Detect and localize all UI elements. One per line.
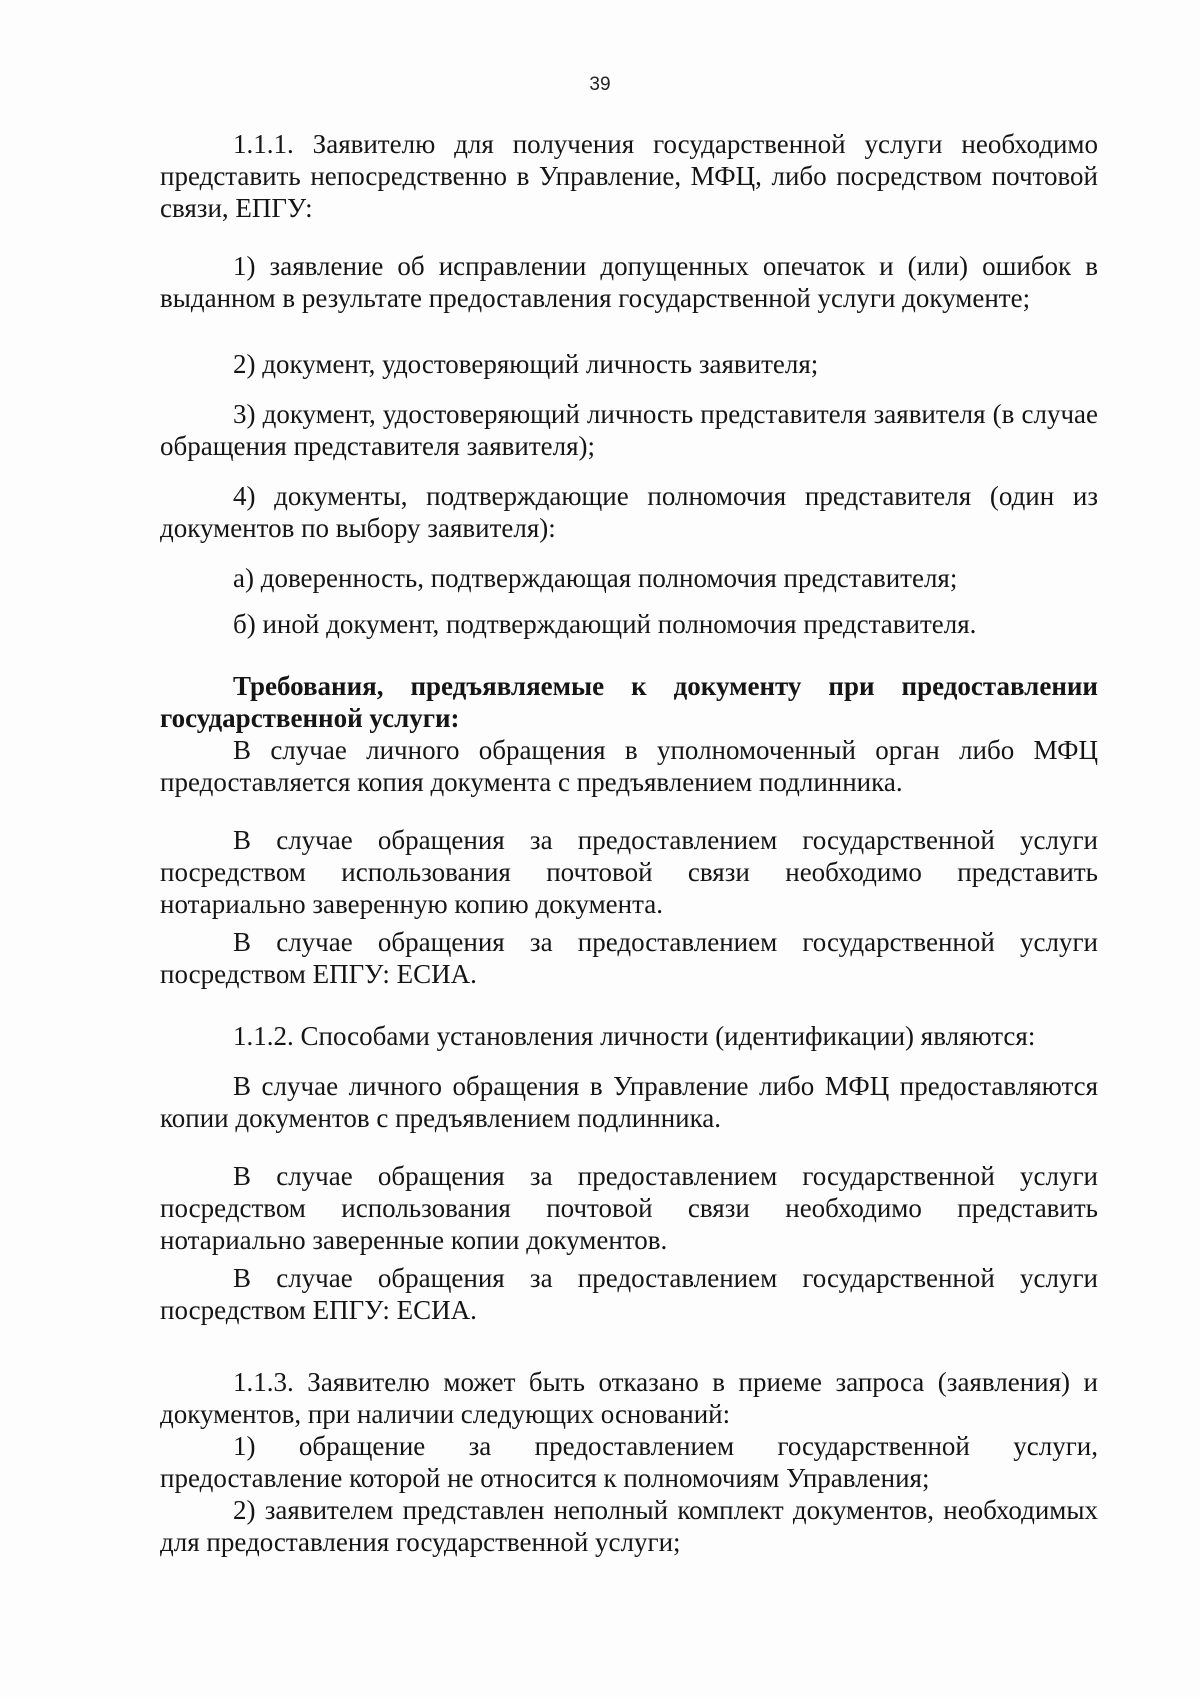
list-item-b: б) иной документ, подтверждающий полномочия представителя. (233, 609, 977, 639)
list-item-3: 3) документ, удостоверяющий личность представителя заявителя (в случае обращения представителя заявителя); (160, 399, 1098, 461)
paragraph-1-1-2: 1.1.2. Способами установления личности (идентификации) являются: (233, 1021, 1036, 1051)
paragraph-epgu-ident: В случае обращения за предоставлением государственной услуги посредством ЕПГУ: ЕСИА. (160, 1263, 1098, 1325)
refusal-item-1: 1) обращение за предоставлением государственной услуги, предоставление которой не относится к полномочиям Управления; (160, 1431, 1098, 1493)
refusal-item-2: 2) заявителем представлен неполный комплект документов, необходимых для предоставления государственной услуги; (160, 1495, 1098, 1557)
paragraph-postal-ident: В случае обращения за предоставлением государственной услуги посредством использования почтовой связи необходимо представить нотариально заверенные копии документов. (160, 1161, 1098, 1255)
list-item-2: 2) документ, удостоверяющий личность заявителя; (233, 349, 819, 379)
list-item-a: а) доверенность, подтверждающая полномочия представителя; (233, 563, 958, 593)
paragraph-postal-copy: В случае обращения за предоставлением государственной услуги посредством использования почтовой связи необходимо представить нотариально заверенную копию документа. (160, 825, 1098, 919)
paragraph-personal-ident: В случае личного обращения в Управление либо МФЦ предоставляются копии документов с предъявлением подлинника. (160, 1071, 1098, 1133)
paragraph-epgu-copy: В случае обращения за предоставлением государственной услуги посредством ЕПГУ: ЕСИА. (160, 927, 1098, 989)
paragraph-personal-copy: В случае личного обращения в уполномоченный орган либо МФЦ предоставляется копия документа с предъявлением подлинника. (160, 735, 1098, 797)
paragraph-1-1-3: 1.1.3. Заявителю может быть отказано в приеме запроса (заявления) и документов, при наличии следующих оснований: (160, 1367, 1098, 1429)
list-item-1: 1) заявление об исправлении допущенных опечаток и (или) ошибок в выданном в результате предоставления государственной услуги документе; (160, 251, 1098, 313)
list-item-4: 4) документы, подтверждающие полномочия представителя (один из документов по выбору заявителя): (160, 481, 1098, 543)
section-heading: Требования, предъявляемые к документу при предоставлении государственной услуги: (160, 671, 1098, 733)
page-number: 39 (589, 74, 611, 95)
paragraph-1-1-1: 1.1.1. Заявителю для получения государственной услуги необходимо представить непосредственно в Управление, МФЦ, либо посредством почтовой связи, ЕПГУ: (160, 129, 1098, 223)
document-body (160, 128, 1098, 1558)
